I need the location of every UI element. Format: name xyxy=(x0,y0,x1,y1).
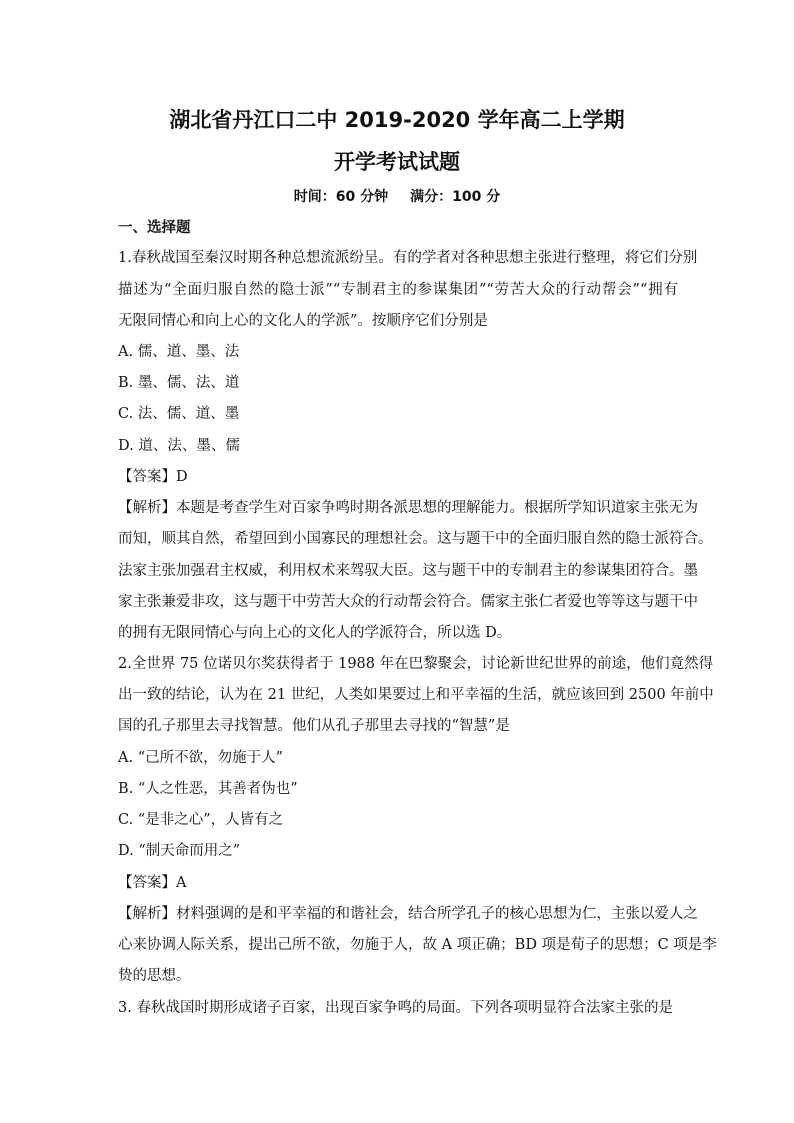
q1-analysis-line: 家主张兼爱非攻，这与题干中劳苦大众的行动帮会符合。儒家主张仁者爱也等等这与题干中 xyxy=(118,594,698,610)
exam-score: 满分：100 分 xyxy=(410,189,501,205)
q2-analysis-line: 【解析】材料强调的是和平幸福的和谐社会，结合所学孔子的核心思想为仁，主张以爱人之 xyxy=(118,906,698,922)
q1-answer: 【答案】D xyxy=(118,469,188,485)
q1-option-d: D. 道、法、墨、儒 xyxy=(118,438,240,454)
q2-stem-line: 2.全世界 75 位诺贝尔奖获得者于 1988 年在巴黎聚会，讨论新世纪世界的前途，他们竟然得 xyxy=(118,656,714,672)
section-heading: 一、选择题 xyxy=(118,220,191,236)
exam-meta xyxy=(0,186,794,206)
q1-option-a: A. 儒、道、墨、法 xyxy=(118,344,240,360)
q1-stem-line: 无限同情心和向上心的文化人的学派”。按顺序它们分别是 xyxy=(118,313,488,329)
q2-stem-line: 国的孔子那里去寻找智慧。他们从孔子那里去寻找的“智慧”是 xyxy=(118,718,510,734)
q2-stem-line: 出一致的结论，认为在 21 世纪，人类如果要过上和平幸福的生活，就应该回到 2500 年前中 xyxy=(118,687,714,703)
q2-option-b: B. “人之性恶，其善者伪也” xyxy=(118,781,298,797)
q2-analysis-line: 心来协调人际关系，提出己所不欲，勿施于人，故 A 项正确；BD 项是荀子的思想；C 项是李 xyxy=(118,937,717,953)
q3-stem-line: 3. 春秋战国时期形成诸子百家，出现百家争鸣的局面。下列各项明显符合法家主张的是 xyxy=(118,1000,673,1016)
q1-analysis-line: 【解析】本题是考查学生对百家争鸣时期各派思想的理解能力。根据所学知识道家主张无为 xyxy=(118,500,698,516)
q1-analysis-line: 而知，顺其自然，希望回到小国寡民的理想社会。这与题干中的全面归服自然的隐士派符合。 xyxy=(118,531,713,547)
q2-option-a: A. “己所不欲，勿施于人” xyxy=(118,750,284,766)
q1-option-c: C. 法、儒、道、墨 xyxy=(118,406,240,422)
q1-stem-line: 1.春秋战国至秦汉时期各种总想流派纷呈。有的学者对各种思想主张进行整理，将它们分别 xyxy=(118,250,698,266)
q2-analysis-line: 贽的思想。 xyxy=(118,968,191,984)
exam-subtitle: 开学考试试题 xyxy=(334,150,460,174)
q2-option-d: D. “制天命而用之” xyxy=(118,843,241,859)
q1-analysis-line: 的拥有无限同情心与向上心的文化人的学派符合，所以选 D。 xyxy=(118,625,512,641)
q1-stem-line: 描述为“全面归服自然的隐士派”“专制君主的参谋集团”“劳苦大众的行动帮会”“拥有 xyxy=(118,282,678,298)
q2-option-c: C. “是非之心”，人皆有之 xyxy=(118,812,284,828)
exam-title: 湖北省丹江口二中 2019-2020 学年高二上学期 xyxy=(169,108,625,132)
q1-analysis-line: 法家主张加强君主权威，利用权术来驾驭大臣。这与题干中的专制君主的参谋集团符合。墨 xyxy=(118,563,698,579)
q2-answer: 【答案】A xyxy=(118,875,187,891)
q1-option-b: B. 墨、儒、法、道 xyxy=(118,375,240,391)
exam-time: 时间：60 分钟 xyxy=(293,189,389,205)
